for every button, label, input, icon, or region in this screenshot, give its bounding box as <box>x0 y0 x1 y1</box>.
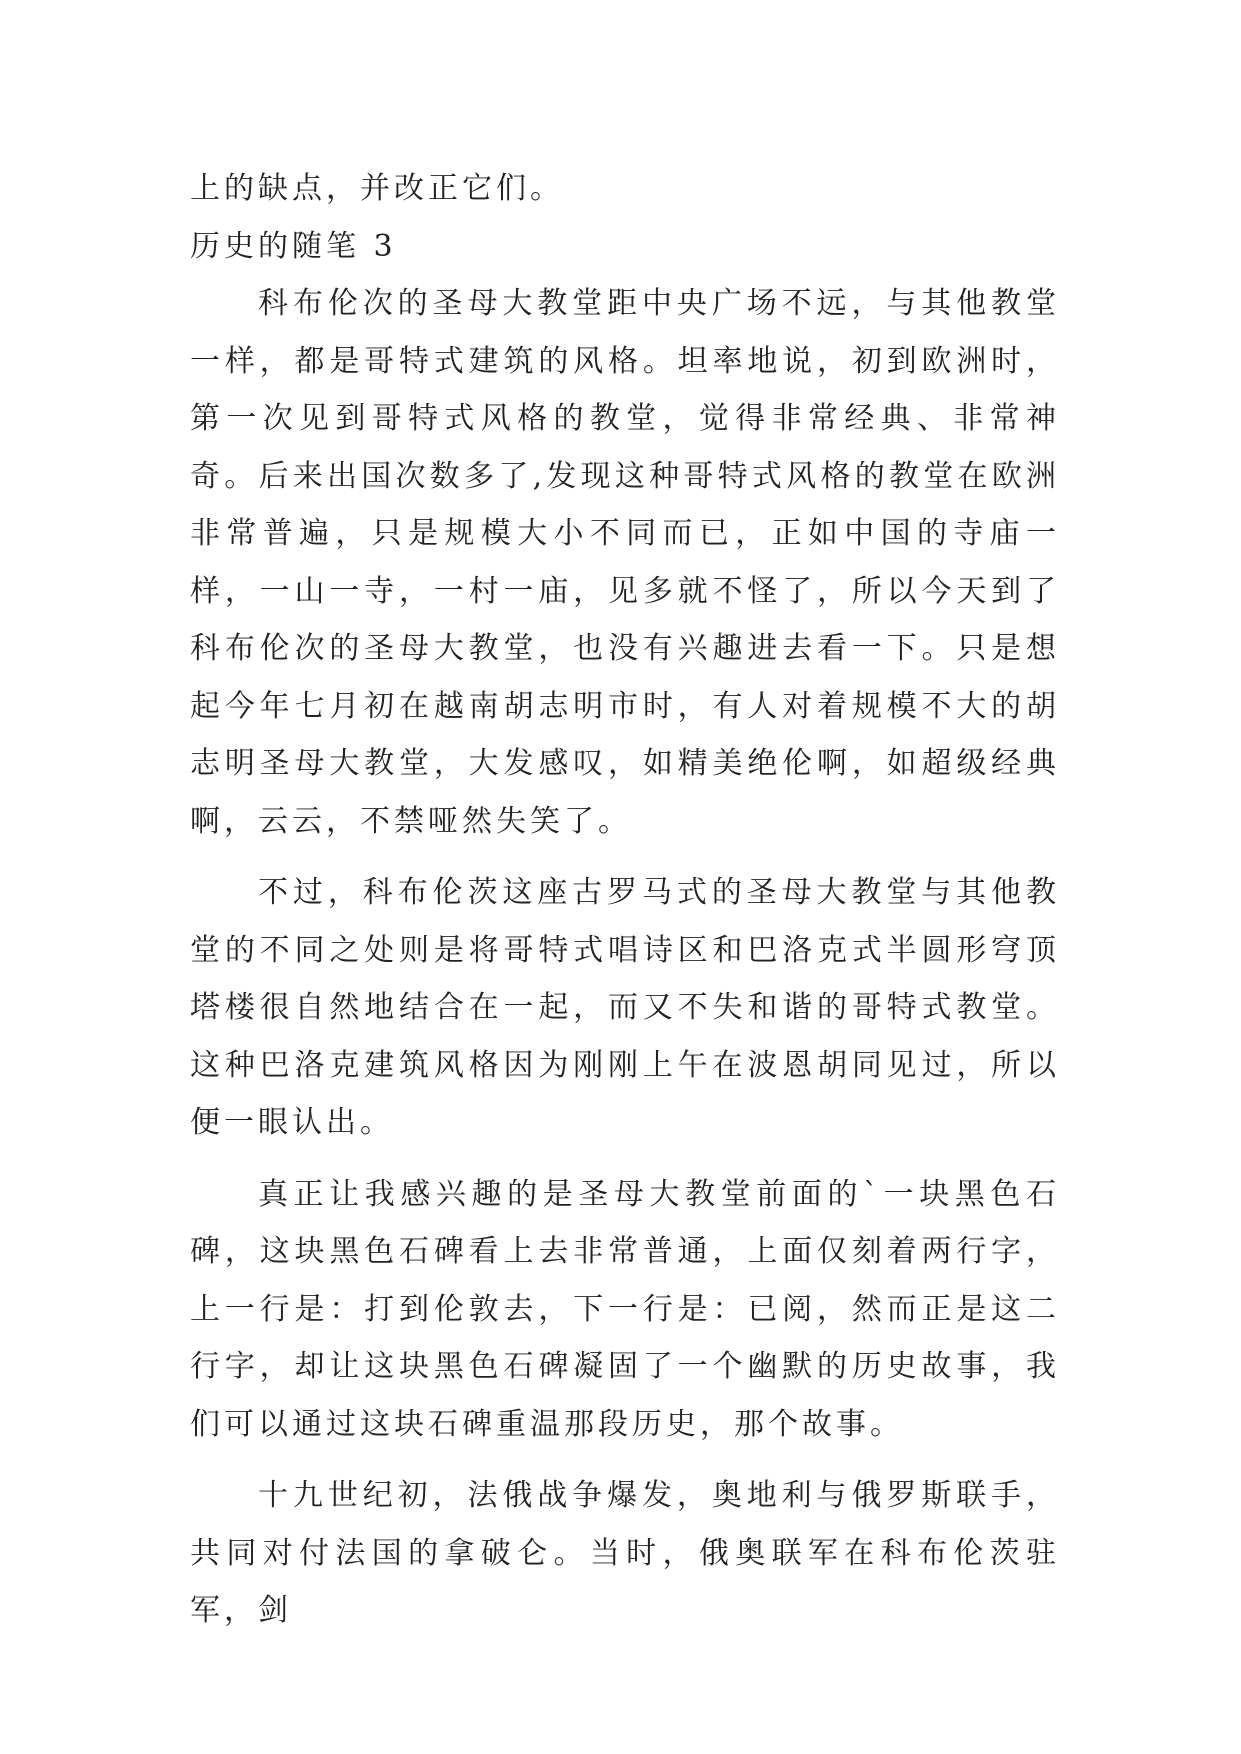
paragraph-4: 十九世纪初，法俄战争爆发，奥地利与俄罗斯联手，共同对付法国的拿破仑。当时，俄奥联军在科布伦茨驻军，剑 <box>190 1478 1060 1628</box>
section-title: 历史的随笔 3 <box>190 228 397 264</box>
document-body <box>190 160 1060 1654</box>
paragraph-1: 科布伦次的圣母大教堂距中央广场不远，与其他教堂一样，都是哥特式建筑的风格。坦率地说，初到欧洲时，第一次见到哥特式风格的教堂，觉得非常经典、非常神奇。后来出国次数多了,发现这种哥特式风格的教堂在欧洲非常普遍，只是规模大小不同而已，正如中国的寺庙一样，一山一寺，一村一庙，见多就不怪了，所以今天到了科布伦次的圣母大教堂，也没有兴趣进去看一下。只是想起今年七月初在越南胡志明市时，有人对着规模不大的胡志明圣母大教堂，大发感叹，如精美绝伦啊，如超级经典啊，云云，不禁哑然失笑了。 <box>190 286 1060 839</box>
lead-line: 上的缺点，并改正它们。 <box>190 171 564 206</box>
paragraph-3: 真正让我感兴趣的是圣母大教堂前面的`一块黑色石碑，这块黑色石碑看上去非常普通，上面仅刻着两行字，上一行是：打到伦敦去，下一行是：已阅，然而正是这二行字，却让这块黑色石碑凝固了一个幽默的历史故事，我们可以通过这块石碑重温那段历史，那个故事。 <box>190 1176 1060 1442</box>
paragraph-2: 不过，科布伦茨这座古罗马式的圣母大教堂与其他教堂的不同之处则是将哥特式唱诗区和巴洛克式半圆形穹顶塔楼很自然地结合在一起，而又不失和谐的哥特式教堂。这种巴洛克建筑风格因为刚刚上午在波恩胡同见过，所以便一眼认出。 <box>190 875 1060 1140</box>
